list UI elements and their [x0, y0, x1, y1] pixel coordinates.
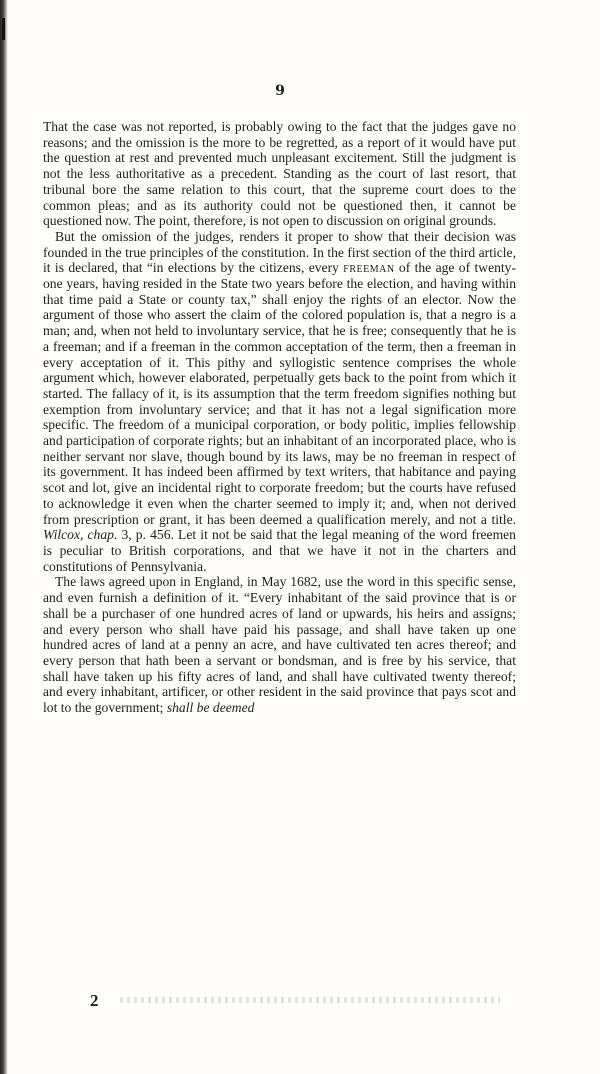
text-segment: But the omission of the judges, renders it proper to show that their decision was founded in the true principles of the constitution. In the first section of the third article, it is declared, that “in elections by the citizens, every [43, 228, 516, 276]
page-number: 9 [275, 83, 285, 99]
text-segment: The laws agreed upon in England, in May 1682, use the word in this specific sense, and even furnish a definition of it. “Every inhabitant of the said province that is or shall be a purchaser of one hundred acres of land or upwards, his heirs and assigns; and every person who shall have paid his passage, and shall have taken up one hundred acres of land at a penny an acre, and have cultivated ten acres thereof; and every person that hath been a servant or bondsman, and is free by his service, that shall have taken up his fifty acres of land, and shall have cultivated twenty thereof; and every inhabitant, artificer, or other resident in the said province that pays scot and lot to the government; [43, 574, 516, 716]
italic-text: shall be deemed [166, 700, 255, 716]
paragraph-p3 [43, 574, 516, 715]
text-segment: 3, p. 456. Let it not be said that the legal meaning of the word freemen is peculiar to British corporations, and that we have it not in the charters and constitutions of Pennsylvania. [43, 527, 516, 574]
body-text [43, 119, 516, 716]
text-segment: That the case was not reported, is probably owing to the fact that the judges gave no reasons; and the omission is the more to be regretted, as a report of it would have put the question at rest and prevented much unpleasant excitement. Still the judgment is not the less authoritative as a precedent. Standing as the court of last resort, that tribunal bore the same relation to this court, that the supreme court does to the common pleas; and as its authority could not be questioned then, it cannot be questioned now. The point, therefore, is not open to discussion on original grounds. [43, 119, 516, 229]
signature-mark: 2 [90, 991, 99, 1010]
paragraph-p2 [43, 229, 516, 574]
book-spine-edge [0, 0, 8, 1074]
small-caps-text: freeman [343, 260, 395, 276]
paragraph-p1 [43, 119, 516, 229]
italic-text: Wilcox, chap. [43, 527, 118, 543]
bleed-through-text [120, 997, 500, 1003]
binding-mark [2, 18, 5, 40]
text-segment: of the age of twenty-one years, having resided in the State two years before the election, and having within that time paid a State or county tax,” shall enjoy the rights of an elector. Now the argument of those who assert the claim of the colored population is, that a negro is a man; and, when not held to involuntary service, that he is free; consequently that he is a freeman; and if a freeman in the common acceptation of the term, then a freeman in every acceptation of it. This pithy and syllogistic sentence comprises the whole argument which, however elaborated, perpetually gets back to the point from which it started. The fallacy of it, is its assumption that the term freedom signifies nothing but exemption from involuntary service; and that it has not a legal signification more specific. The freedom of a municipal corporation, or body politic, implies fellowship and participation of corporate rights; but an inhabitant of an incorporated place, who is neither servant nor slave, though bound by its laws, may be no freeman in respect of its government. It has indeed been affirmed by text writers, that habitance and paying scot and lot, give an incidental right to corporate freedom; but the courts have refused to acknowledge it even when the charter seemed to imply it; and, when not derived from prescription or grant, it has been deemed a qualification merely, and not a title. [43, 260, 517, 527]
